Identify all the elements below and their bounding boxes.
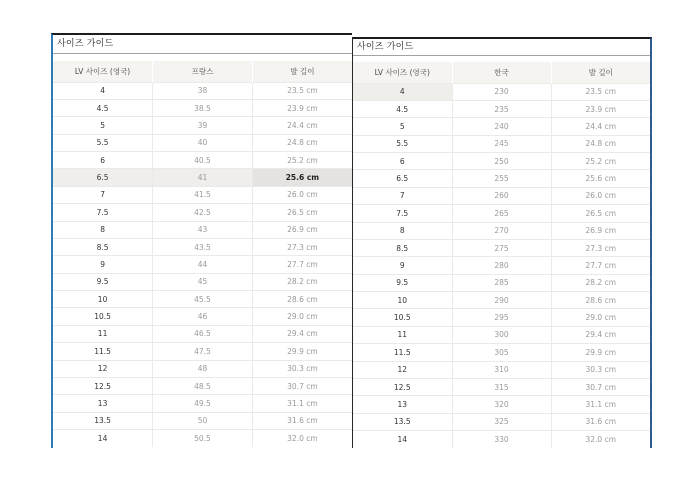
- table-cell: 235: [452, 100, 551, 117]
- table-header-row: [53, 61, 352, 82]
- table-cell: 13.5: [353, 413, 452, 430]
- table-row[interactable]: [353, 274, 650, 291]
- table-cell: 315: [452, 378, 551, 395]
- table-row[interactable]: [353, 344, 650, 361]
- table-cell: 49.5: [153, 395, 253, 412]
- table-header-row: [353, 62, 650, 83]
- table-cell: 285: [452, 274, 551, 291]
- table-cell: 50.5: [153, 430, 253, 447]
- table-cell: 31.6 cm: [252, 412, 352, 429]
- table-cell: 275: [452, 239, 551, 256]
- table-cell: 46.5: [153, 325, 253, 342]
- table-cell: 29.4 cm: [252, 325, 352, 342]
- table-cell: 10.5: [53, 308, 153, 325]
- table-cell: 23.5 cm: [551, 83, 650, 100]
- table-cell: 28.2 cm: [551, 274, 650, 291]
- table-row[interactable]: [353, 222, 650, 239]
- table-cell: 24.8 cm: [252, 134, 352, 151]
- table-cell: 12: [53, 360, 153, 377]
- table-cell: 295: [452, 309, 551, 326]
- table-cell: 25.2 cm: [252, 152, 352, 169]
- table-cell: 5: [353, 118, 452, 135]
- table-cell: 10: [353, 292, 452, 309]
- table-cell: 30.7 cm: [551, 378, 650, 395]
- table-row[interactable]: [353, 205, 650, 222]
- table-cell: 7: [53, 186, 153, 203]
- column-header-lv-size-uk: LV 사이즈 (영국): [53, 61, 153, 82]
- table-row[interactable]: [353, 187, 650, 204]
- table-cell: 8.5: [53, 238, 153, 255]
- table-cell: 12.5: [353, 378, 452, 395]
- size-guide-panel-uk-france: [51, 33, 352, 448]
- table-cell: 305: [452, 344, 551, 361]
- table-cell: 40.5: [153, 152, 253, 169]
- table-cell: 41.5: [153, 186, 253, 203]
- table-row[interactable]: [53, 204, 352, 221]
- table-cell: 24.4 cm: [551, 118, 650, 135]
- table-cell: 29.9 cm: [252, 343, 352, 360]
- table-cell: 25.6 cm: [551, 170, 650, 187]
- column-header-france: 프랑스: [153, 61, 253, 82]
- table-cell: 48: [153, 360, 253, 377]
- table-cell: 10.5: [353, 309, 452, 326]
- table-cell: 26.5 cm: [252, 204, 352, 221]
- table-row[interactable]: [353, 100, 650, 117]
- table-cell: 11: [53, 325, 153, 342]
- table-cell: 5: [53, 117, 153, 134]
- table-cell: 300: [452, 326, 551, 343]
- table-cell: 29.0 cm: [551, 309, 650, 326]
- table-row[interactable]: [53, 238, 352, 255]
- table-cell: 320: [452, 396, 551, 413]
- column-header-korea: 한국: [452, 62, 551, 83]
- table-cell: 330: [452, 431, 551, 448]
- table-cell: 45: [153, 273, 253, 290]
- table-cell: 14: [53, 430, 153, 447]
- table-cell: 13: [353, 396, 452, 413]
- table-row[interactable]: [353, 135, 650, 152]
- table-cell: 9: [53, 256, 153, 273]
- table-cell: 14: [353, 431, 452, 448]
- table-cell: 6.5: [53, 169, 153, 186]
- table-row[interactable]: [53, 221, 352, 238]
- table-cell: 6: [53, 152, 153, 169]
- size-guide-title: 사이즈 가이드: [57, 39, 114, 49]
- table-row[interactable]: [53, 430, 352, 447]
- table-cell: 28.2 cm: [252, 273, 352, 290]
- table-row[interactable]: [353, 118, 650, 135]
- table-row[interactable]: [53, 291, 352, 308]
- table-row[interactable]: [53, 256, 352, 273]
- table-cell: 8: [353, 222, 452, 239]
- table-cell: 31.1 cm: [551, 396, 650, 413]
- table-cell: 39: [153, 117, 253, 134]
- table-cell: 38: [153, 82, 253, 99]
- table-cell: 42.5: [153, 204, 253, 221]
- table-row[interactable]: [53, 152, 352, 169]
- table-cell: 47.5: [153, 343, 253, 360]
- table-row[interactable]: [353, 431, 650, 448]
- table-cell: 9.5: [53, 273, 153, 290]
- table-cell: 310: [452, 361, 551, 378]
- table-cell: 46: [153, 308, 253, 325]
- table-cell: 6.5: [353, 170, 452, 187]
- table-cell: 45.5: [153, 291, 253, 308]
- table-cell: 25.6 cm: [252, 169, 352, 186]
- table-cell: 5.5: [53, 134, 153, 151]
- table-cell: 29.9 cm: [551, 344, 650, 361]
- table-cell: 26.9 cm: [551, 222, 650, 239]
- table-row[interactable]: [353, 396, 650, 413]
- table-row[interactable]: [353, 83, 650, 100]
- table-cell: 24.4 cm: [252, 117, 352, 134]
- table-row[interactable]: [353, 292, 650, 309]
- table-row[interactable]: [353, 378, 650, 395]
- table-cell: 7.5: [353, 205, 452, 222]
- table-row[interactable]: [353, 239, 650, 256]
- table-cell: 265: [452, 205, 551, 222]
- table-cell: 250: [452, 153, 551, 170]
- table-row[interactable]: [353, 170, 650, 187]
- table-row[interactable]: [353, 326, 650, 343]
- table-row[interactable]: [53, 360, 352, 377]
- table-cell: 260: [452, 187, 551, 204]
- table-cell: 32.0 cm: [551, 431, 650, 448]
- table-row[interactable]: [53, 82, 352, 99]
- table-row[interactable]: [353, 361, 650, 378]
- table-row[interactable]: [53, 395, 352, 412]
- table-cell: 13.5: [53, 412, 153, 429]
- table-row[interactable]: [53, 273, 352, 290]
- table-cell: 4: [353, 83, 452, 100]
- table-cell: 29.4 cm: [551, 326, 650, 343]
- column-header-lv-size-uk: LV 사이즈 (영국): [353, 62, 452, 83]
- table-cell: 30.3 cm: [551, 361, 650, 378]
- table-cell: 240: [452, 118, 551, 135]
- table-cell: 27.7 cm: [252, 256, 352, 273]
- table-row[interactable]: [53, 343, 352, 360]
- table-cell: 230: [452, 83, 551, 100]
- table-cell: 30.3 cm: [252, 360, 352, 377]
- table-cell: 23.9 cm: [252, 99, 352, 116]
- table-row[interactable]: [53, 134, 352, 151]
- size-guide-panel-uk-korea: [352, 37, 652, 448]
- table-cell: 29.0 cm: [252, 308, 352, 325]
- table-cell: 7: [353, 187, 452, 204]
- table-row[interactable]: [53, 99, 352, 116]
- table-cell: 245: [452, 135, 551, 152]
- table-cell: 24.8 cm: [551, 135, 650, 152]
- table-cell: 8.5: [353, 239, 452, 256]
- table-cell: 4: [53, 82, 153, 99]
- table-cell: 4.5: [353, 100, 452, 117]
- table-cell: 270: [452, 222, 551, 239]
- column-header-foot-length: 발 길이: [551, 62, 650, 83]
- table-cell: 31.6 cm: [551, 413, 650, 430]
- table-cell: 27.7 cm: [551, 257, 650, 274]
- table-cell: 25.2 cm: [551, 153, 650, 170]
- table-cell: 26.0 cm: [551, 187, 650, 204]
- table-cell: 9: [353, 257, 452, 274]
- table-row[interactable]: [53, 412, 352, 429]
- table-cell: 41: [153, 169, 253, 186]
- table-cell: 38.5: [153, 99, 253, 116]
- table-cell: 44: [153, 256, 253, 273]
- table-cell: 9.5: [353, 274, 452, 291]
- table-cell: 26.9 cm: [252, 221, 352, 238]
- table-cell: 8: [53, 221, 153, 238]
- table-cell: 28.6 cm: [252, 291, 352, 308]
- table-cell: 27.3 cm: [252, 238, 352, 255]
- size-guide-title: 사이즈 가이드: [357, 42, 414, 52]
- table-cell: 31.1 cm: [252, 395, 352, 412]
- table-row[interactable]: [53, 377, 352, 394]
- table-cell: 280: [452, 257, 551, 274]
- table-cell: 40: [153, 134, 253, 151]
- spacer: [53, 54, 352, 61]
- table-cell: 32.0 cm: [252, 430, 352, 447]
- size-table-uk-korea: [353, 62, 650, 448]
- table-row[interactable]: [353, 309, 650, 326]
- table-cell: 23.5 cm: [252, 82, 352, 99]
- table-cell: 6: [353, 153, 452, 170]
- table-cell: 26.0 cm: [252, 186, 352, 203]
- column-header-foot-length: 발 길이: [252, 61, 352, 82]
- table-cell: 12: [353, 361, 452, 378]
- table-row[interactable]: [353, 153, 650, 170]
- table-cell: 325: [452, 413, 551, 430]
- table-row[interactable]: [353, 413, 650, 430]
- table-cell: 43: [153, 221, 253, 238]
- table-cell: 4.5: [53, 99, 153, 116]
- table-row[interactable]: [53, 325, 352, 342]
- table-row[interactable]: [53, 117, 352, 134]
- table-row[interactable]: [53, 169, 352, 186]
- table-cell: 10: [53, 291, 153, 308]
- table-cell: 5.5: [353, 135, 452, 152]
- table-cell: 50: [153, 412, 253, 429]
- table-cell: 43.5: [153, 238, 253, 255]
- table-cell: 13: [53, 395, 153, 412]
- table-cell: 7.5: [53, 204, 153, 221]
- table-row[interactable]: [53, 186, 352, 203]
- table-cell: 11.5: [53, 343, 153, 360]
- table-cell: 27.3 cm: [551, 239, 650, 256]
- table-cell: 11: [353, 326, 452, 343]
- table-row[interactable]: [53, 308, 352, 325]
- table-cell: 11.5: [353, 344, 452, 361]
- size-table-uk-france: [53, 61, 352, 447]
- table-cell: 290: [452, 292, 551, 309]
- table-cell: 30.7 cm: [252, 377, 352, 394]
- table-cell: 28.6 cm: [551, 292, 650, 309]
- table-cell: 12.5: [53, 377, 153, 394]
- table-cell: 255: [452, 170, 551, 187]
- table-cell: 48.5: [153, 377, 253, 394]
- table-cell: 23.9 cm: [551, 100, 650, 117]
- table-cell: 26.5 cm: [551, 205, 650, 222]
- table-row[interactable]: [353, 257, 650, 274]
